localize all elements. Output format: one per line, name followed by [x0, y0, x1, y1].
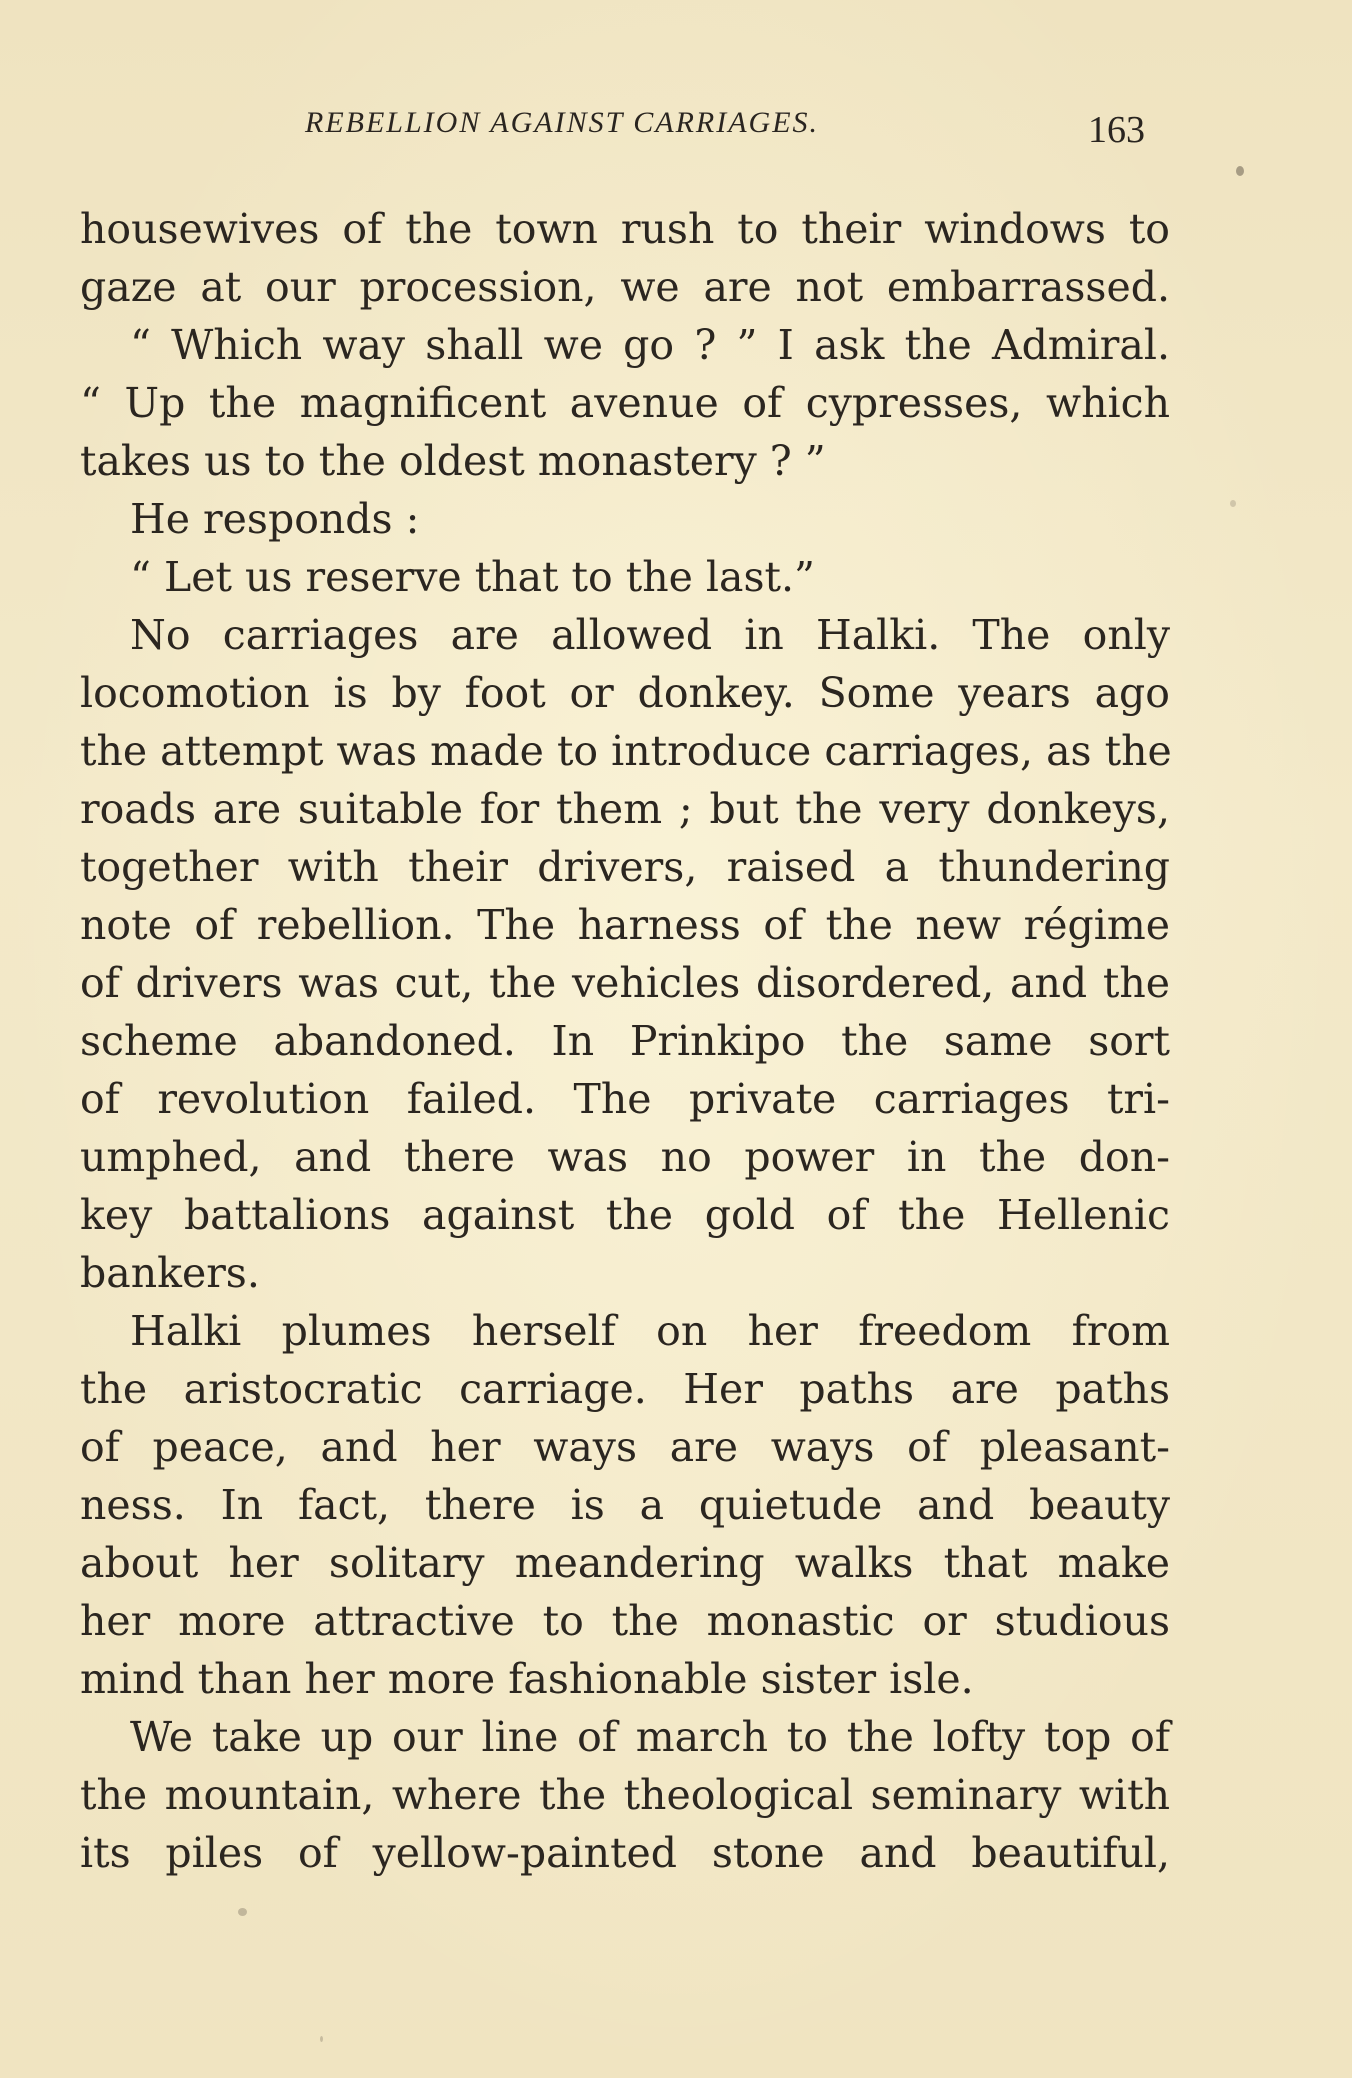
text-line: Halki plumes herself on her freedom from [130, 1307, 1170, 1355]
text-line: key battalions against the gold of the Hellenic [80, 1191, 1170, 1239]
paper-speck [320, 2036, 323, 2042]
text-line: its piles of yellow-painted stone and beautiful, [80, 1829, 1170, 1877]
text-line: bankers. [80, 1249, 260, 1297]
text-line: of peace, and her ways are ways of pleasant- [80, 1423, 1170, 1471]
text-line: together with their drivers, raised a thundering [80, 843, 1170, 891]
text-line: about her solitary meandering walks that make [80, 1539, 1170, 1587]
text-line: scheme abandoned. In Prinkipo the same sort [80, 1017, 1170, 1065]
text-line: He responds : [130, 495, 420, 543]
text-line: of revolution failed. The private carriages tri- [80, 1075, 1170, 1123]
text-line: ness. In fact, there is a quietude and beauty [80, 1481, 1170, 1529]
text-line: the aristocratic carriage. Her paths are paths [80, 1365, 1170, 1413]
text-line: “ Up the magnificent avenue of cypresses, which [80, 379, 1170, 427]
running-title: REBELLION AGAINST CARRIAGES. [305, 106, 820, 139]
text-line: locomotion is by foot or donkey. Some years ago [80, 669, 1170, 717]
paper-speck [1230, 500, 1236, 507]
text-line: of drivers was cut, the vehicles disordered, and the [80, 959, 1170, 1007]
text-line: her more attractive to the monastic or studious [80, 1597, 1170, 1645]
text-line: takes us to the oldest monastery ? ” [80, 437, 826, 485]
text-line: No carriages are allowed in Halki. The only [130, 611, 1170, 659]
paper-speck [238, 1908, 247, 1916]
running-head [0, 106, 1352, 156]
text-line: the attempt was made to introduce carriages, as the [80, 727, 1172, 775]
text-line: the mountain, where the theological seminary with [80, 1771, 1170, 1819]
text-line: “ Let us reserve that to the last.” [130, 553, 815, 601]
text-line: note of rebellion. The harness of the new régime [80, 901, 1170, 949]
text-line: mind than her more fashionable sister isle. [80, 1655, 974, 1703]
page-number: 163 [1088, 109, 1145, 151]
text-line: housewives of the town rush to their windows to [80, 205, 1170, 253]
text-line: “ Which way shall we go ? ” I ask the Admiral. [130, 321, 1170, 369]
text-line: umphed, and there was no power in the don- [80, 1133, 1170, 1181]
text-line: roads are suitable for them ; but the very donkeys, [80, 785, 1170, 833]
paper-speck [1236, 166, 1244, 176]
text-line: We take up our line of march to the lofty top of [130, 1713, 1170, 1761]
text-line: gaze at our procession, we are not embarrassed. [80, 263, 1170, 311]
